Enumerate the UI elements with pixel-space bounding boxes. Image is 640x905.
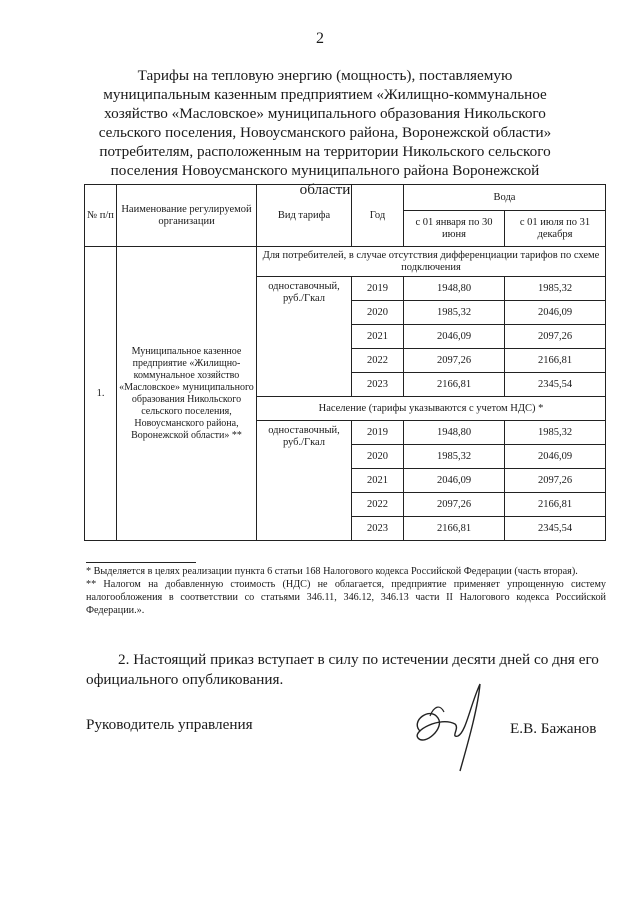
- year-cell: 2019: [352, 421, 404, 445]
- footnote-2: ** Налогом на добавленную стоимость (НДС) не облагается, предприятие применяет упрощенную систему налогообложения в соответствии со статьями 346.11, 346.12, 346.13 части II Налогового кодекса Российской Федерации.».: [86, 579, 606, 616]
- signatory-position: Руководитель управления: [86, 716, 253, 733]
- year-cell: 2021: [352, 469, 404, 493]
- value-cell: 1985,32: [404, 445, 505, 469]
- year-cell: 2019: [352, 277, 404, 301]
- value-cell: 2046,09: [404, 469, 505, 493]
- header-period-2: с 01 июля по 31 декабря: [505, 211, 606, 247]
- value-cell: 1985,32: [505, 421, 606, 445]
- handwritten-signature: [400, 676, 490, 776]
- value-cell: 2046,09: [505, 445, 606, 469]
- value-cell: 1985,32: [404, 301, 505, 325]
- row-number: 1.: [85, 247, 117, 541]
- header-tariff-type: Вид тарифа: [257, 185, 352, 247]
- organization-name: Муниципальное казенное предприятие «Жилищно-коммунальное хозяйство «Масловское» муниципального образования Никольского сельского поселения, Новоусманского района, Воронежской области» **: [117, 247, 257, 541]
- footnote-rule: [86, 562, 196, 563]
- section-title-1: Для потребителей, в случае отсутствия дифференциации тарифов по схеме подключения: [257, 247, 606, 277]
- header-water: Вода: [404, 185, 606, 211]
- value-cell: 2097,26: [505, 469, 606, 493]
- header-org: Наименование регулируемой организации: [117, 185, 257, 247]
- value-cell: 2097,26: [404, 493, 505, 517]
- footnotes: [86, 562, 606, 617]
- section-title-2: Население (тарифы указываются с учетом НДС) *: [257, 397, 606, 421]
- tariff-type-2: одноставочный, руб./Гкал: [257, 421, 352, 541]
- value-cell: 1948,80: [404, 277, 505, 301]
- value-cell: 2166,81: [404, 373, 505, 397]
- value-cell: 1948,80: [404, 421, 505, 445]
- value-cell: 2046,09: [505, 301, 606, 325]
- value-cell: 2097,26: [404, 349, 505, 373]
- header-period-1: с 01 января по 30 июня: [404, 211, 505, 247]
- value-cell: 2046,09: [404, 325, 505, 349]
- value-cell: 2345,54: [505, 517, 606, 541]
- header-year: Год: [352, 185, 404, 247]
- header-num: № п/п: [85, 185, 117, 247]
- year-cell: 2023: [352, 517, 404, 541]
- footnote-1: * Выделяется в целях реализации пункта 6 статьи 168 Налогового кодекса Российской Федерации (часть вторая).: [86, 566, 578, 577]
- tariff-table: [84, 184, 606, 541]
- value-cell: 1985,32: [505, 277, 606, 301]
- value-cell: 2345,54: [505, 373, 606, 397]
- value-cell: 2166,81: [404, 517, 505, 541]
- value-cell: 2166,81: [505, 349, 606, 373]
- year-cell: 2021: [352, 325, 404, 349]
- page-number: 2: [316, 30, 324, 47]
- document-title: Тарифы на тепловую энергию (мощность), поставляемую муниципальным казенным предприятием «Жилищно-коммунальное хозяйство «Масловское» муниципального образования Никольского сельского поселения, Новоусманского района, Воронежской области» потребителям, расположенным на территории Никольского сельского поселения Новоусманского муниципального района Воронежской области: [98, 67, 552, 198]
- clause-2: 2. Настоящий приказ вступает в силу по истечении десяти дней со дня его официального опубликования.: [86, 651, 599, 688]
- year-cell: 2023: [352, 373, 404, 397]
- year-cell: 2022: [352, 493, 404, 517]
- signatory-name: Е.В. Бажанов: [510, 720, 597, 737]
- year-cell: 2020: [352, 301, 404, 325]
- year-cell: 2022: [352, 349, 404, 373]
- value-cell: 2097,26: [505, 325, 606, 349]
- value-cell: 2166,81: [505, 493, 606, 517]
- year-cell: 2020: [352, 445, 404, 469]
- tariff-type-1: одноставочный, руб./Гкал: [257, 277, 352, 397]
